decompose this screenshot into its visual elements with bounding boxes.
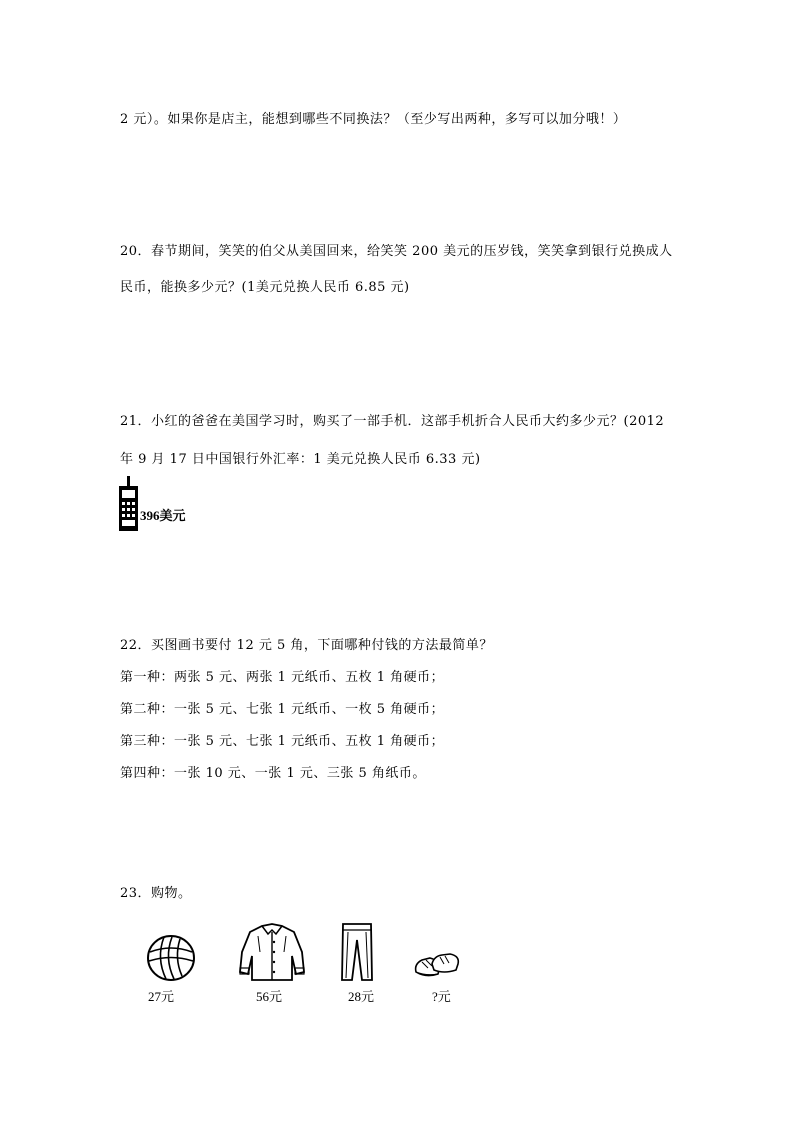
q23-title: 23．购物。 [120,886,192,901]
shirt-price: 56元 [256,989,283,1004]
volleyball-price: 27元 [148,989,175,1004]
shirt-icon [236,922,308,982]
q22-title: 22．买图画书要付 12 元 5 角，下面哪种付钱的方法最简单？ [120,638,493,653]
shoes-icon [412,950,462,980]
q22-option-4: 第四种：一张 10 元、一张 1 元、三张 5 角纸币。 [120,766,426,781]
trousers-price: 28元 [348,989,375,1004]
volleyball-icon [146,934,196,982]
q21-text-line2: 年 9 月 17 日中国银行外汇率：1 美元兑换人民币 6.33 元) [120,452,481,467]
q22-option-1: 第一种：两张 5 元、两张 1 元纸币、五枚 1 角硬币； [120,670,445,685]
q22-option-3: 第三种：一张 5 元、七张 1 元纸币、五枚 1 角硬币； [120,734,445,749]
trousers-icon [340,922,374,982]
q22-option-2: 第二种：一张 5 元、七张 1 元纸币、一枚 5 角硬币； [120,702,445,717]
shoes-price: ?元 [432,989,451,1004]
q21-text-line1: 21．小红的爸爸在美国学习时，购买了一部手机．这部手机折合人民币大约多少元？(2012 [120,414,665,429]
q19-text: 2 元）。如果你是店主，能想到哪些不同换法？（至少写出两种，多写可以加分哦！） [120,112,627,127]
q20-text-line2: 民币，能换多少元？(1美元兑换人民币 6.85 元) [120,280,410,295]
phone-price-label: 396美元 [140,508,186,523]
q20-text-line1: 20．春节期间，笑笑的伯父从美国回来，给笑笑 200 美元的压岁钱，笑笑拿到银行兑换成人 [120,244,673,259]
mobile-phone-icon [118,476,140,532]
